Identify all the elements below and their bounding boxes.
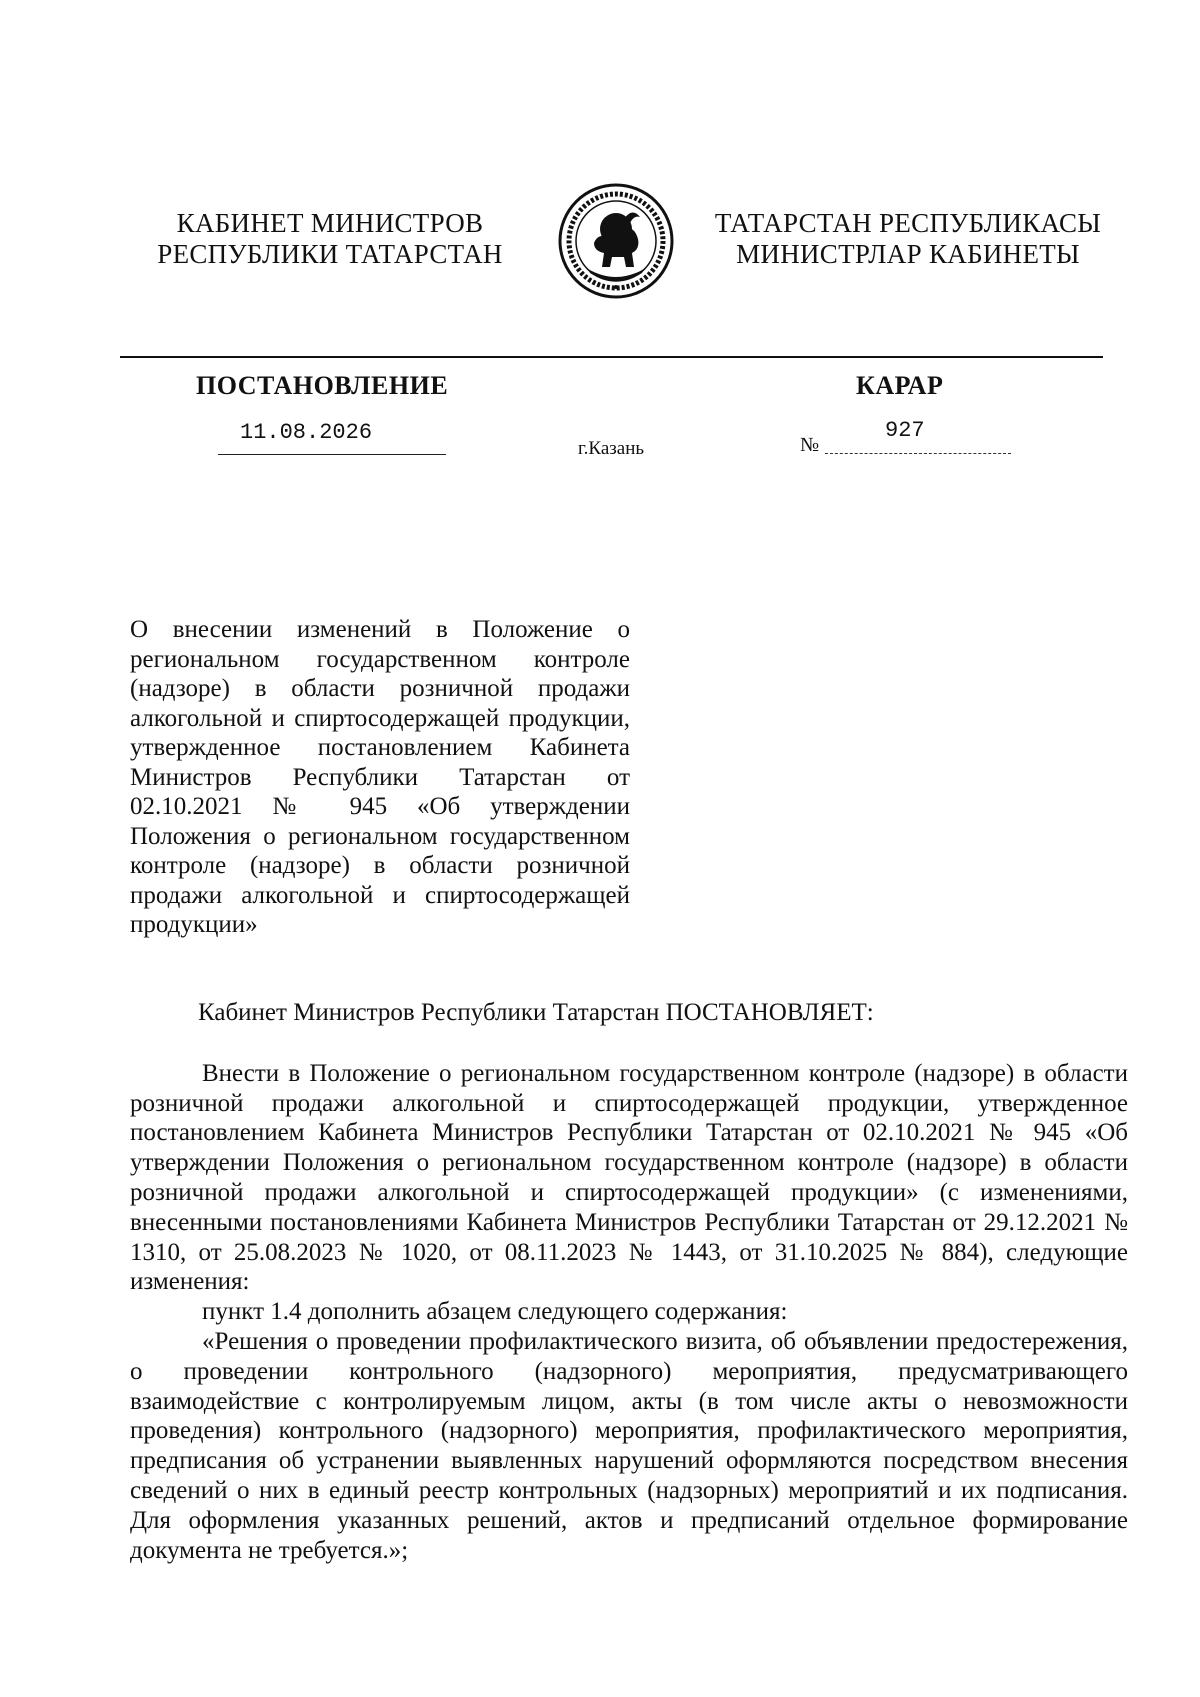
body-paragraph-2: пункт 1.4 дополнить абзацем следующего содержания: <box>202 1298 788 1326</box>
doc-number: 927 <box>885 418 925 443</box>
header-divider <box>120 356 1103 358</box>
issuer-name-tt-line2: МИНИСТРЛАР КАБИНЕТЫ <box>736 239 1080 269</box>
doc-subject: О внесении изменений в Положение о региональном государственном контроле (надзоре) в области розничной продажи алкогольной и спиртосодержащей продукции, утвержденное постановлением Кабинета Министров Республики Татарстан от 02.10.2021 № 945 «Об утверждении Положения о региональном государственном контроле (надзоре) в области розничной продажи алкогольной и спиртосодержащей продукции» <box>130 616 630 938</box>
doc-number-field <box>825 418 1011 454</box>
doc-body <box>130 998 1128 1565</box>
doc-number-sign: № <box>800 434 820 456</box>
body-paragraph-1: Внести в Положение о региональном государственном контроле (надзоре) в области розничной продажи алкогольной и спиртосодержащей продукции, утвержденное постановлением Кабинета Министров Республики Татарстан от 02.10.2021 № 945 «Об утверждении Положения о региональном государственном контроле (надзоре) в области розничной продажи алкогольной и спиртосодержащей продукции» (с изменениями, внесенными постановлениями Кабинета Министров Республики Татарстан от 29.12.2021 № 1310, от 25.08.2023 № 1020, от 08.11.2023 № 1443, от 31.10.2025 № 884), следующие изменения: <box>130 1059 1128 1296</box>
issuer-name-ru-line1: КАБИНЕТ МИНИСТРОВ <box>176 208 484 238</box>
doc-city: г.Казань <box>578 438 645 459</box>
issuer-name-tt-line1: ТАТАРСТАН РЕСПУБЛИКАСЫ <box>714 208 1102 238</box>
body-paragraph-3: «Решения о проведении профилактического визита, об объявлении предостережения, о проведении контрольного (надзорного) мероприятия, предусматривающего взаимодействие с контролируемым лицом, акты (в том числе акты о невозможности проведения) контрольного (надзорного) мероприятия, профилактического мероприятия, предписания об устранении выявленных нарушений оформляются посредством внесения сведений о них в единый реестр контрольных (надзорных) мероприятий и их подписания. Для оформления указанных решений, актов и предписаний отдельное формирование документа не требуется.»; <box>130 1327 1128 1564</box>
doc-type-ru: ПОСТАНОВЛЕНИЕ <box>196 371 449 400</box>
tatarstan-coat-of-arms-icon <box>558 183 674 299</box>
issuer-name-tt <box>698 208 1118 270</box>
doc-type-tt: КАРАР <box>856 371 944 400</box>
doc-date-field <box>218 420 446 455</box>
issuer-name-ru <box>120 208 540 270</box>
resolution-statement: Кабинет Министров Республики Татарстан ПОСТАНОВЛЯЕТ: <box>198 999 874 1026</box>
issuer-name-ru-line2: РЕСПУБЛИКИ ТАТАРСТАН <box>157 239 503 269</box>
doc-date: 11.08.2026 <box>240 420 373 445</box>
